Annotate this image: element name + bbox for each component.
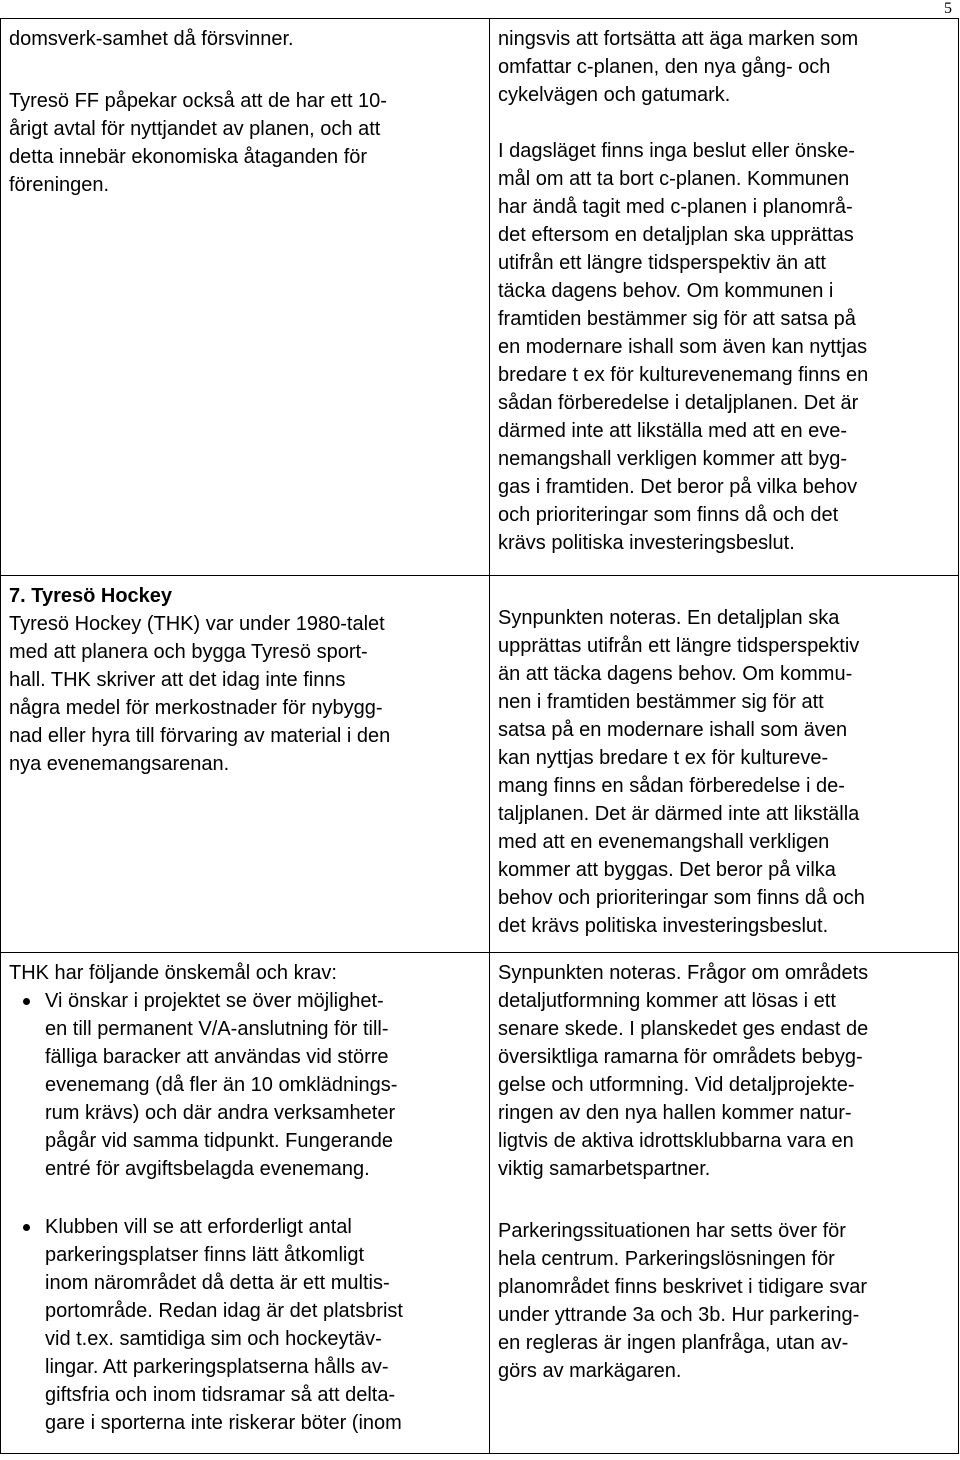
text-line: lingar. Att parkeringsplatserna hålls av- — [45, 1356, 389, 1378]
comment-cell — [1, 953, 490, 1454]
comment-cell — [1, 576, 490, 953]
paragraph — [9, 25, 481, 53]
text-line: fälliga baracker att användas vid större — [45, 1046, 389, 1068]
text-line: översiktliga ramarna för områdets bebyg- — [498, 1046, 863, 1068]
text-line: I dagsläget finns inga beslut eller önske- — [498, 140, 855, 162]
text-line: omfattar c-planen, den nya gång- och — [498, 56, 831, 78]
text-line: planområdet finns beskrivet i tidigare svar — [498, 1276, 868, 1298]
list-item — [9, 987, 481, 1183]
text-line: en regleras är ingen planfråga, utan av- — [498, 1332, 849, 1354]
page-number: 5 — [944, 0, 952, 17]
comment-cell — [1, 19, 490, 576]
table-row — [1, 576, 959, 953]
text-line: nad eller hyra till förvaring av material i den — [9, 725, 391, 747]
text-line: detaljutformning kommer att lösas i ett — [498, 990, 836, 1012]
text-line: gelse och utformning. Vid detaljprojekte- — [498, 1074, 855, 1096]
text-line: cykelvägen och gatumark. — [498, 84, 731, 106]
text-line: därmed inte att likställa med att en eve- — [498, 420, 848, 442]
list-item — [9, 1213, 481, 1437]
text-line: det eftersom en detaljplan ska upprättas — [498, 224, 854, 246]
text-line: rum krävs) och där andra verksamheter — [45, 1102, 396, 1124]
text-line: än att täcka dagens behov. Om kommu- — [498, 663, 853, 685]
text-line: behov och prioriteringar som finns då och — [498, 887, 865, 909]
text-line: entré för avgiftsbelagda evenemang. — [45, 1158, 370, 1180]
text-line: Tyresö FF påpekar också att de har ett 10- — [9, 90, 387, 112]
text-line: Parkeringssituationen har setts över för — [498, 1220, 846, 1242]
text-line: framtiden bestämmer sig för att satsa på — [498, 308, 856, 330]
paragraph — [498, 604, 950, 940]
text-line: och prioriteringar som finns då och det — [498, 504, 839, 526]
text-line: upprättas utifrån ett längre tidsperspektiv — [498, 635, 860, 657]
response-cell — [490, 19, 959, 576]
paragraph — [498, 25, 950, 109]
text-line: ningsvis att fortsätta att äga marken som — [498, 28, 859, 50]
paragraph — [9, 87, 481, 199]
text-line: Vi önskar i projektet se över möjlighet- — [45, 990, 384, 1012]
text-line: gas i framtiden. Det beror på vilka behov — [498, 476, 858, 498]
text-line: mang finns en sådan förberedelse i de- — [498, 775, 845, 797]
text-line: föreningen. — [9, 174, 110, 196]
text-line: har ändå tagit med c-planen i planområ- — [498, 196, 853, 218]
text-line: bredare t ex för kulturevenemang finns en — [498, 364, 869, 386]
text-line: Tyresö Hockey (THK) var under 1980-talet — [9, 613, 385, 635]
bullet-icon — [23, 998, 30, 1005]
response-cell — [490, 953, 959, 1454]
paragraph — [9, 610, 481, 778]
table-row — [1, 953, 959, 1454]
text-line: detta innebär ekonomiska åtaganden för — [9, 146, 368, 168]
text-line: taljplanen. Det är därmed inte att likställa — [498, 803, 860, 825]
text-line: inom närområdet då detta är ett multis- — [45, 1272, 390, 1294]
text-line: sådan förberedelse i detaljplanen. Det är — [498, 392, 859, 414]
section-heading: 7. Tyresö Hockey — [9, 585, 173, 607]
text-line: täcka dagens behov. Om kommunen i — [498, 280, 834, 302]
text-line: med att en evenemangshall verkligen — [498, 831, 830, 853]
text-line: Synpunkten noteras. En detaljplan ska — [498, 607, 840, 629]
text-line: ligtvis de aktiva idrottsklubbarna vara en — [498, 1130, 854, 1152]
text-line: under yttrande 3a och 3b. Hur parkering- — [498, 1304, 860, 1326]
bullet-icon — [23, 1224, 30, 1231]
text-line: viktig samarbetspartner. — [498, 1158, 711, 1180]
text-line: nya evenemangsarenan. — [9, 753, 230, 775]
paragraph — [498, 1217, 950, 1385]
paragraph — [498, 137, 950, 557]
text-line: senare skede. I planskedet ges endast de — [498, 1018, 869, 1040]
text-line: evenemang (då fler än 10 omklädnings- — [45, 1074, 398, 1096]
text-line: ringen av den nya hallen kommer natur- — [498, 1102, 852, 1124]
text-line: utifrån ett längre tidsperspektiv än att — [498, 252, 826, 274]
text-line: hall. THK skriver att det idag inte finns — [9, 669, 346, 691]
text-line: kommer att byggas. Det beror på vilka — [498, 859, 836, 881]
requirements-list — [9, 987, 481, 1437]
text-line: årigt avtal för nyttjandet av planen, och att — [9, 118, 381, 140]
text-line: satsa på en modernare ishall som även — [498, 719, 848, 741]
text-line: hela centrum. Parkeringslösningen för — [498, 1248, 835, 1270]
text-line: en till permanent V/A-anslutning för till- — [45, 1018, 389, 1040]
text-line: giftsfria och inom tidsramar så att delta- — [45, 1384, 396, 1406]
text-line: parkeringsplatser finns lätt åtkomligt — [45, 1244, 365, 1266]
paragraph: THK har följande önskemål och krav: — [9, 962, 337, 984]
text-line: krävs politiska investeringsbeslut. — [498, 532, 795, 554]
text-line: görs av markägaren. — [498, 1360, 682, 1382]
text-line: vid t.ex. samtidiga sim och hockeytäv- — [45, 1328, 382, 1350]
table-row — [1, 19, 959, 576]
text-line: några medel för merkostnader för nybygg- — [9, 697, 383, 719]
text-line: Klubben vill se att erforderligt antal — [45, 1216, 352, 1238]
text-line: det krävs politiska investeringsbeslut. — [498, 915, 829, 937]
paragraph — [498, 959, 950, 1183]
comment-response-table — [0, 18, 959, 1454]
text-line: nen i framtiden bestämmer sig för att — [498, 691, 824, 713]
text-line: Synpunkten noteras. Frågor om områdets — [498, 962, 869, 984]
text-line: pågår vid samma tidpunkt. Fungerande — [45, 1130, 393, 1152]
text-line: med att planera och bygga Tyresö sport- — [9, 641, 368, 663]
text-line: portområde. Redan idag är det platsbrist — [45, 1300, 403, 1322]
response-cell — [490, 576, 959, 953]
text-line: nemangshall verkligen kommer att byg- — [498, 448, 848, 470]
text-line: mål om att ta bort c-planen. Kommunen — [498, 168, 850, 190]
text-line: en modernare ishall som även kan nyttjas — [498, 336, 868, 358]
text-line: gare i sporterna inte riskerar böter (inom — [45, 1412, 402, 1434]
text-line: domsverk-samhet då försvinner. — [9, 28, 294, 50]
text-line: kan nyttjas bredare t ex för kultureve- — [498, 747, 829, 769]
